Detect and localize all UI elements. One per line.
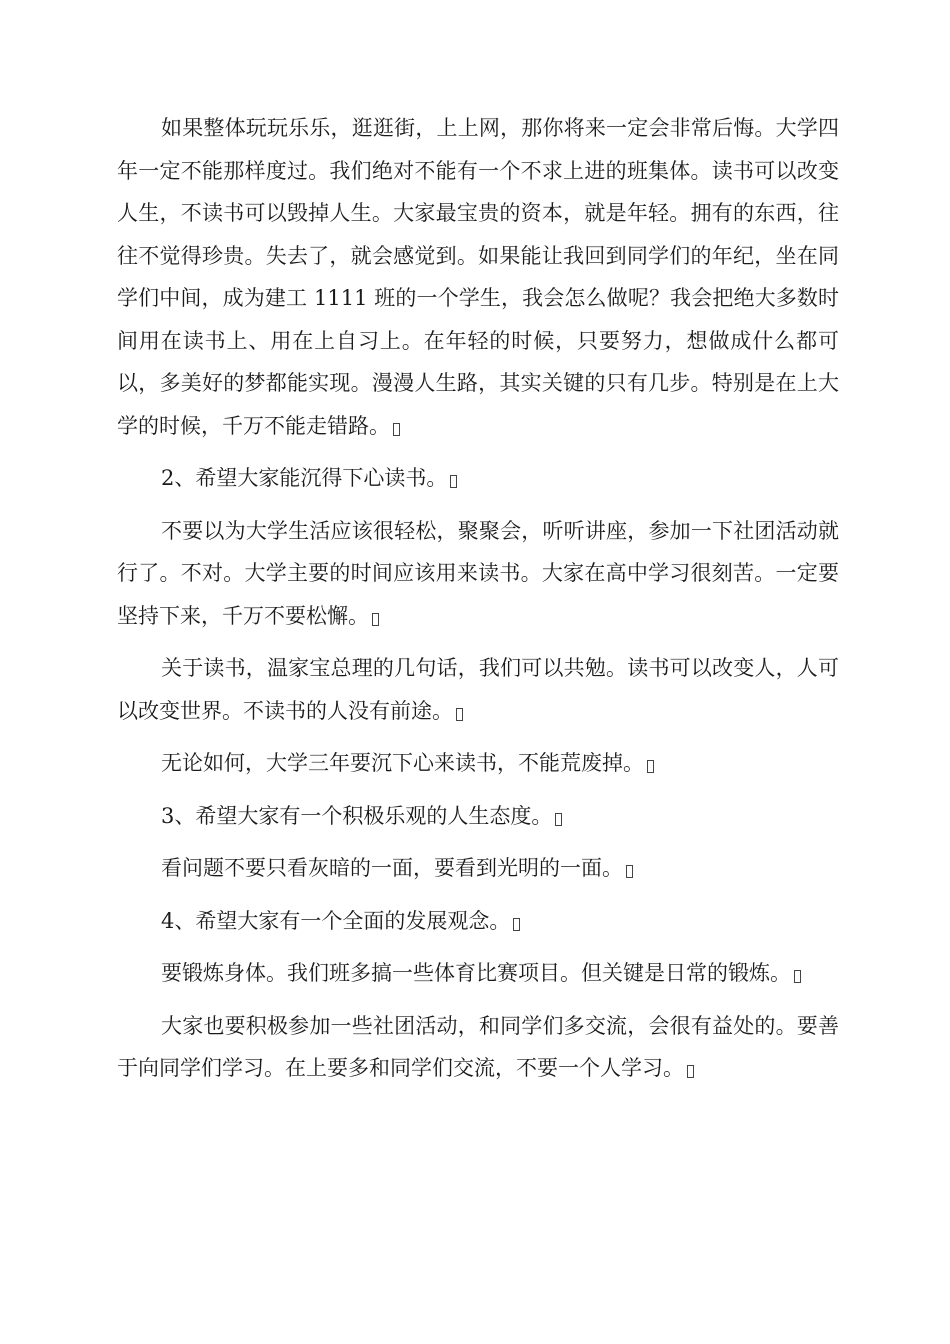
paragraph-text: 无论如何，大学三年要沉下心来读书，不能荒废掉。 — [161, 751, 644, 775]
paragraph-text: 大家也要积极参加一些社团活动，和同学们多交流，会很有益处的。要善于向同学们学习。在上要多和同学们交流，不要一个人学习。 — [117, 1013, 839, 1080]
paragraph-7 — [117, 847, 839, 890]
paragraph-mark-icon — [647, 760, 654, 773]
paragraph-5 — [117, 742, 839, 785]
paragraph-text: 4、希望大家有一个全面的发展观念。 — [161, 908, 511, 933]
paragraph-mark-icon — [372, 613, 379, 626]
paragraph-mark-icon — [450, 475, 457, 488]
paragraph-1 — [117, 107, 839, 447]
paragraph-8-heading — [117, 900, 839, 943]
paragraph-mark-icon — [626, 865, 633, 878]
paragraph-text: 要锻炼身体。我们班多搞一些体育比赛项目。但关键是日常的锻炼。 — [161, 961, 791, 985]
paragraph-mark-icon — [456, 708, 463, 721]
paragraph-10 — [117, 1005, 839, 1090]
paragraph-mark-icon — [687, 1065, 694, 1078]
paragraph-mark-icon — [393, 423, 400, 436]
document-body — [117, 107, 839, 1090]
paragraph-4 — [117, 647, 839, 732]
paragraph-9 — [117, 952, 839, 995]
paragraph-text: 3、希望大家有一个积极乐观的人生态度。 — [161, 803, 553, 828]
paragraph-text: 关于读书，温家宝总理的几句话，我们可以共勉。读书可以改变人，人可以改变世界。不读书的人没有前途。 — [117, 656, 839, 723]
paragraph-6-heading — [117, 795, 839, 838]
paragraph-mark-icon — [555, 813, 562, 826]
paragraph-2-heading — [117, 457, 839, 500]
paragraph-mark-icon — [794, 970, 801, 983]
paragraph-text: 不要以为大学生活应该很轻松，聚聚会，听听讲座，参加一下社团活动就行了。不对。大学主要的时间应该用来读书。大家在高中学习很刻苦。一定要坚持下来，千万不要松懈。 — [117, 518, 839, 628]
paragraph-text: 如果整体玩玩乐乐，逛逛街，上上网，那你将来一定会非常后悔。大学四年一定不能那样度过。我们绝对不能有一个不求上进的班集体。读书可以改变人生，不读书可以毁掉人生。大家最宝贵的资本，就是年轻。拥有的东西，往往不觉得珍贵。失去了，就会感觉到。如果能让我回到同学们的年纪，坐在同学们中间，成为建工 1111 班的一个学生，我会怎么做呢？我会把绝大多数时间用在读书上、用在上自习上。在年轻的时候，只要努力，想做成什么都可以，多美好的梦都能实现。漫漫人生路，其实关键的只有几步。特别是在上大学的时候，千万不能走错路。 — [117, 116, 839, 438]
paragraph-3 — [117, 510, 839, 638]
paragraph-text: 2、希望大家能沉得下心读书。 — [161, 466, 448, 490]
paragraph-text: 看问题不要只看灰暗的一面，要看到光明的一面。 — [161, 856, 623, 880]
paragraph-mark-icon — [513, 918, 520, 931]
